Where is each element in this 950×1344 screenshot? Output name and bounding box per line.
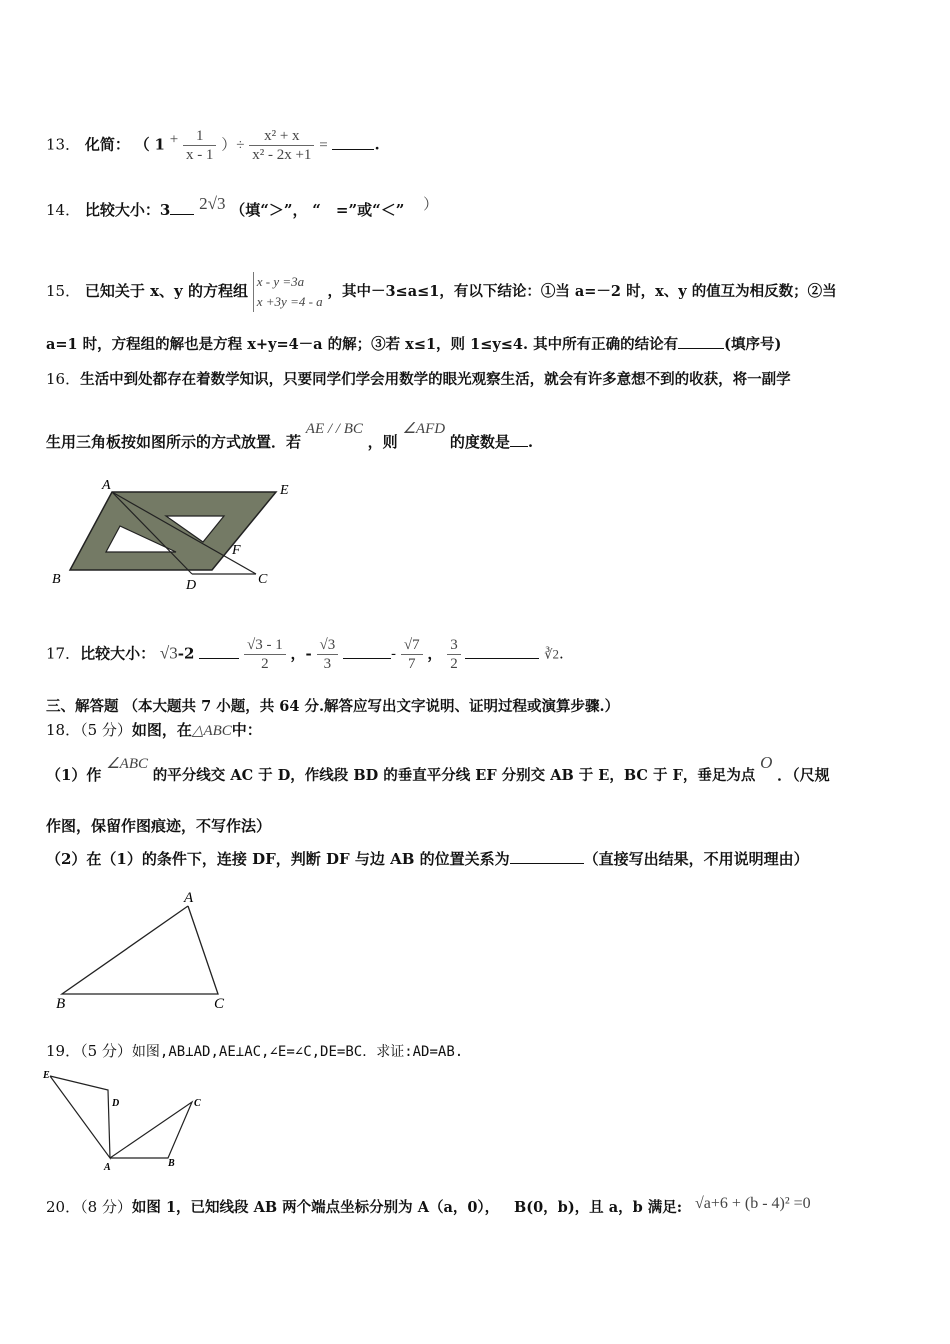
q16-label-F: F	[232, 543, 241, 558]
q13-label: 化简：	[84, 135, 130, 154]
q17-blank-3	[465, 644, 539, 659]
q16-label-A: A	[102, 478, 111, 493]
question-17: 17．比较大小： √3-2 $\frac{√3 - 1}{2}$ ，- $\frac{√3}{3}$ - $\frac{√7}{7}$ ， $\frac{3}{2}$ ∛2.	[46, 637, 564, 672]
q15-answer-blank	[678, 334, 724, 349]
q19-label-D: D	[112, 1098, 120, 1109]
q17-blank-2	[343, 644, 391, 659]
question-18-part1: （1）作 ∠ABC 的平分线交 AC 于 D，作线段 BD 的垂直平分线 EF 分别交 AB 于 E，BC 于 F，垂足为点 O ．（尺规	[46, 753, 830, 784]
q18-label-B: B	[56, 996, 66, 1012]
question-15: 15． 已知关于 x、y 的方程组 x - y =3a x +3y =4 - a ，其中－3≤a≤1，有以下结论：①当 a=－2 时，x、y 的值互为相反数；②当	[46, 272, 837, 312]
q13-number: 13．	[46, 135, 81, 154]
q13-fraction-2: $\frac{\text{x² + x}}{\text{x² - 2x +1}}$	[249, 127, 314, 164]
q18-figure	[50, 884, 240, 1014]
question-15-line2: a=1 时，方程组的解也是方程 x+y=4－a 的解；③若 x≤1，则 1≤y≤4. 其中所有正确的结论有 (填序号)	[46, 336, 782, 353]
q17-fraction-2: $\frac{√3}{3}$	[317, 636, 339, 673]
question-18: 18．（5 分）如图，在△ABC中：	[46, 721, 262, 739]
q13-fraction-1: $\frac{1}{x - 1}$	[183, 127, 217, 164]
question-18-part2: （2）在（1）的条件下，连接 DF，判断 DF 与边 AB 的位置关系为 （直接写出结果，不用说明理由）	[46, 850, 809, 868]
q19-figure	[40, 1066, 210, 1172]
q16-figure	[48, 476, 308, 594]
q20-condition-expr: √a+6 + (b - 4)² =0	[694, 1195, 811, 1212]
q17-fraction-4: $\frac{3}{2}$	[447, 636, 461, 673]
q16-label-E: E	[280, 483, 289, 498]
q17-fraction-1: $\frac{√3 - 1}{2}$	[244, 636, 286, 673]
q19-label-C: C	[194, 1098, 201, 1109]
q18-label-C: C	[214, 996, 225, 1012]
question-18-part1-line2: 作图，保留作图痕迹，不写作法）	[46, 817, 272, 835]
q19-label-A: A	[104, 1162, 111, 1172]
question-16: 16．生活中到处都存在着数学知识，只要同学们学会用数学的眼光观察生活，就会有许多意想不到的收获，将一副学	[46, 370, 791, 388]
question-13: 13． 化简： （ 1 + $\frac{1}{x - 1}$ ）÷ $\frac{\text{x² + x}}{\text{x² - 2x +1}}$ = .	[46, 128, 380, 163]
q18-label-A: A	[184, 890, 194, 906]
section-3-heading: 三、解答题 （本大题共 7 小题，共 64 分.解答应写出文字说明、证明过程或演算步骤.）	[46, 698, 620, 715]
q15-equation-system: x - y =3a x +3y =4 - a	[253, 272, 323, 312]
q13-answer-blank	[332, 135, 374, 150]
q17-blank-1	[199, 644, 239, 659]
q19-label-B: B	[168, 1158, 175, 1169]
q16-label-C: C	[258, 572, 268, 587]
question-20: 20．（8 分）如图 1，已知线段 AB 两个端点坐标分别为 A（a，0）， B(0，b)，且 a，b 满足: √a+6 + (b - 4)² =0	[46, 1195, 811, 1216]
q18-answer-blank	[510, 849, 584, 864]
q14-expr: 2√3	[199, 194, 226, 213]
q14-answer-blank	[170, 200, 194, 215]
q16-label-B: B	[52, 572, 61, 587]
question-16-line2: 生用三角板按如图所示的方式放置．若 AE / / BC ，则 ∠AFD 的度数是 .	[46, 421, 534, 451]
q19-label-E: E	[43, 1070, 50, 1081]
q16-answer-blank	[510, 432, 528, 447]
q16-label-D: D	[186, 578, 197, 593]
question-19: 19．（5 分）如图,AB⊥AD,AE⊥AC,∠E=∠C,DE=BC．求证:AD=AB.	[46, 1042, 464, 1060]
question-14: 14． 比较大小：3 2√3 （填“＞”， “ =”或“＜” ）	[46, 194, 439, 219]
q17-fraction-3: $\frac{√7}{7}$	[401, 636, 423, 673]
